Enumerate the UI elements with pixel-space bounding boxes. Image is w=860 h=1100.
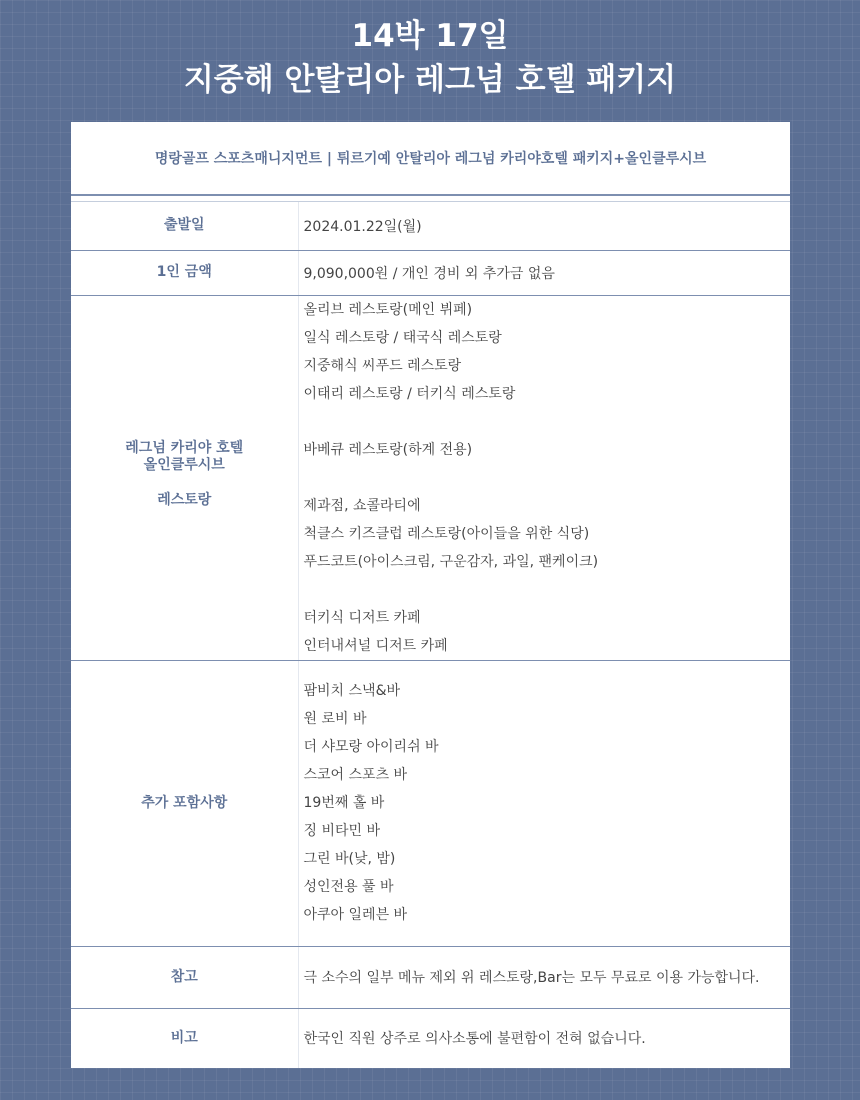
list-item: 지중해식 씨푸드 레스토랑 xyxy=(303,357,462,374)
restaurants-list xyxy=(298,295,790,660)
table-row xyxy=(71,946,790,1008)
list-item: 더 샤모랑 아이리쉬 바 xyxy=(303,739,439,755)
extras-label: 추가 포함사항 xyxy=(71,660,298,946)
page-title xyxy=(0,14,860,102)
blank-line xyxy=(304,408,791,436)
price-value: 9,090,000원 / 개인 경비 외 추가금 없음 xyxy=(298,250,790,295)
table-row xyxy=(71,660,790,946)
restaurants-label-line1: 레그넘 카리야 호텔 xyxy=(125,440,244,456)
blank-line xyxy=(304,464,791,492)
page-title-line1: 14박 17일 xyxy=(351,18,509,54)
list-item: 올리브 레스토랑(메인 뷔페) xyxy=(303,301,473,318)
card-header: 명랑골프 스포츠매니지먼트 | 튀르기예 안탈리아 레그넘 카리야호텔 패키지+올인클루시브 xyxy=(71,122,790,196)
remark-value: 한국인 직원 상주로 의사소통에 불편함이 전혀 없습니다. xyxy=(303,1031,646,1048)
list-item: 푸드코트(아이스크림, 구운감자, 과일, 팬케이크) xyxy=(303,553,599,570)
list-item: 아쿠아 일레븐 바 xyxy=(303,907,408,923)
package-table xyxy=(71,202,790,1068)
note-value: 극 소수의 일부 메뉴 제외 위 레스토랑,Bar는 모두 무료로 이용 가능합니다. xyxy=(298,946,790,1008)
list-item: 이태리 레스토랑 / 터키식 레스토랑 xyxy=(303,385,516,402)
restaurants-label-line3: 레스토랑 xyxy=(157,492,212,508)
blank-line xyxy=(304,576,791,604)
list-item: 바베큐 레스토랑(하계 전용) xyxy=(303,441,473,458)
table-row xyxy=(71,250,790,295)
list-item: 스코어 스포츠 바 xyxy=(303,767,408,783)
list-item: 일식 레스토랑 / 태국식 레스토랑 xyxy=(303,329,502,346)
departure-label: 출발일 xyxy=(71,202,298,250)
table-row xyxy=(71,295,790,660)
package-card xyxy=(71,122,790,1068)
note-label: 참고 xyxy=(71,946,298,1008)
table-row xyxy=(71,202,790,250)
list-item: 성인전용 풀 바 xyxy=(303,879,394,895)
list-item: 인터내셔널 디저트 카페 xyxy=(303,637,448,654)
page-title-line2: 지중해 안탈리아 레그넘 호텔 패키지 xyxy=(183,62,677,98)
list-item: 징 비타민 바 xyxy=(303,823,381,839)
list-item: 원 로비 바 xyxy=(303,711,367,727)
list-item: 19번째 홀 바 xyxy=(303,795,385,811)
extras-list xyxy=(298,660,790,946)
restaurants-label-line2: 올인클루시브 xyxy=(143,457,225,473)
price-label: 1인 금액 xyxy=(71,250,298,295)
list-item: 터키식 디저트 카페 xyxy=(303,609,421,626)
restaurants-label xyxy=(71,295,298,660)
list-item: 팜비치 스낵&바 xyxy=(303,683,401,699)
remark-label: 비고 xyxy=(71,1008,298,1068)
table-row xyxy=(71,1008,790,1068)
list-item: 척클스 키즈클럽 레스토랑(아이들을 위한 식당) xyxy=(303,525,590,542)
departure-value: 2024.01.22일(월) xyxy=(298,202,790,250)
list-item: 그린 바(낮, 밤) xyxy=(303,851,396,867)
list-item: 제과점, 쇼콜라티에 xyxy=(303,497,421,514)
